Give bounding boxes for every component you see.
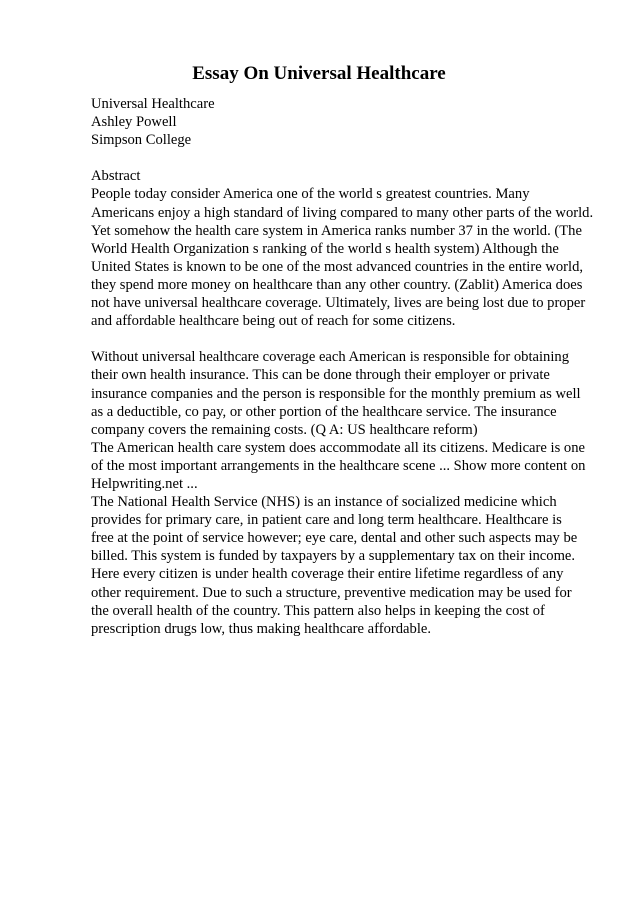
- header-line-author: Ashley Powell: [91, 114, 177, 131]
- text-line: billed. This system is funded by taxpayers by a supplementary tax on their income.: [91, 548, 576, 565]
- spacer: [91, 330, 601, 348]
- text-line: People today consider America one of the world s greatest countries. Many: [91, 186, 530, 203]
- text-line: Yet somehow the health care system in America ranks number 37 in the world. (The: [91, 222, 582, 239]
- text-line: and affordable healthcare being out of reach for some citizens.: [91, 313, 456, 330]
- text-line: insurance companies and the person is responsible for the monthly premium as well: [91, 385, 581, 402]
- header-line-institution: Simpson College: [91, 132, 192, 149]
- text-line: Here every citizen is under health coverage their entire lifetime regardless of any: [91, 566, 564, 583]
- spacer: [91, 149, 601, 167]
- text-line: United States is known to be one of the most advanced countries in the entire world,: [91, 258, 584, 275]
- text-line: other requirement. Due to such a structure, preventive medication may be used for: [91, 584, 572, 601]
- header-line-course: Universal Healthcare: [91, 96, 215, 112]
- paragraph-1: [91, 185, 601, 330]
- paragraph-2: [91, 348, 601, 638]
- text-line: the overall health of the country. This pattern also helps in keeping the cost of: [91, 602, 545, 619]
- text-line: prescription drugs low, thus making healthcare affordable.: [91, 620, 432, 637]
- text-line: company covers the remaining costs. (Q A: US healthcare reform): [91, 421, 478, 438]
- text-line: provides for primary care, in patient care and long term healthcare. Healthcare is: [91, 512, 562, 529]
- document-title: Essay On Universal Healthcare: [192, 63, 446, 84]
- abstract-heading: Abstract: [91, 168, 141, 185]
- text-line: Americans enjoy a high standard of living compared to many other parts of the world.: [91, 204, 594, 221]
- text-line: Helpwriting.net ...: [91, 475, 198, 492]
- text-line: free at the point of service however; eye care, dental and other such aspects may be: [91, 530, 578, 547]
- text-line: The National Health Service (NHS) is an instance of socialized medicine which: [91, 494, 557, 511]
- text-line: World Health Organization s ranking of the world s health system) Although the: [91, 240, 559, 257]
- text-line: The American health care system does accommodate all its citizens. Medicare is one: [91, 439, 585, 456]
- text-line: not have universal healthcare coverage. Ultimately, lives are being lost due to proper: [91, 295, 586, 312]
- text-line: they spend more money on healthcare than any other country. (Zablit) America does: [91, 276, 583, 293]
- text-line: Without universal healthcare coverage each American is responsible for obtaining: [91, 349, 569, 366]
- text-line: as a deductible, co pay, or other portion of the healthcare service. The insurance: [91, 403, 557, 420]
- document-body: [91, 95, 601, 638]
- text-line: their own health insurance. This can be done through their employer or private: [91, 367, 550, 384]
- text-line: of the most important arrangements in the healthcare scene ... Show more content on: [91, 457, 586, 474]
